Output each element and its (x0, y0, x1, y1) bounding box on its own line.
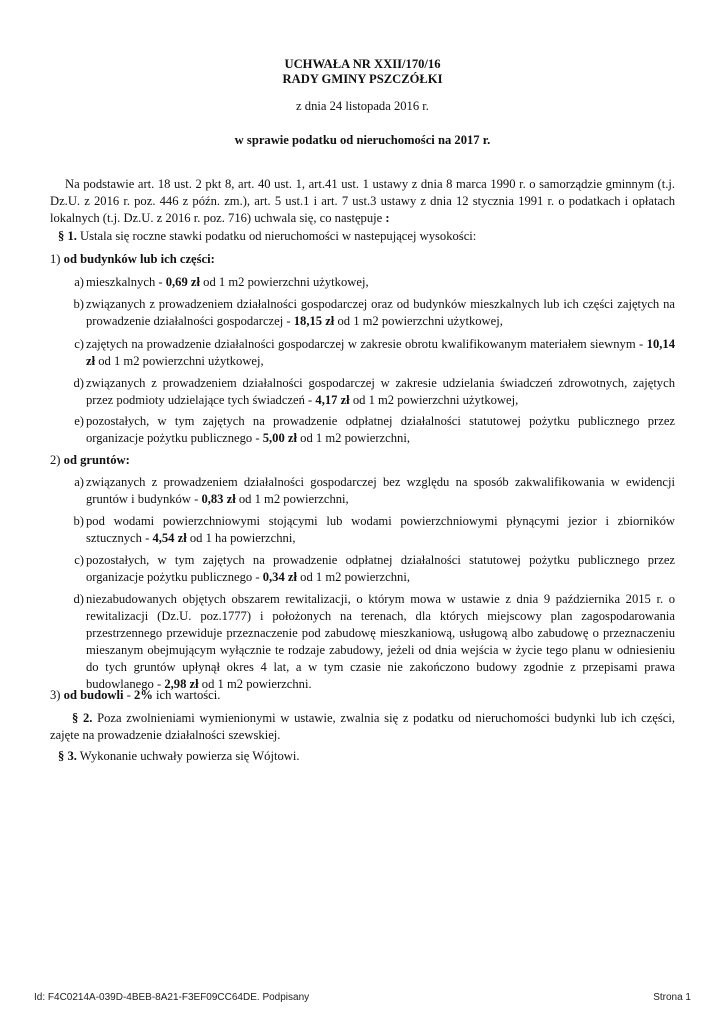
page-number: Strona 1 (653, 992, 691, 1003)
resolution-subject: w sprawie podatku od nieruchomości na 2017 r. (234, 133, 491, 147)
list-item: b) związanych z prowadzeniem działalności gospodarczej oraz od budynków mieszkalnych lub ich części zajętych na prowadzenie działalności gospodarczej - 18,15 zł od 1 m2 powierzchni użytkowej, (73, 297, 675, 328)
group-buildings-heading: 1) od budynków lub ich części: (50, 252, 215, 266)
list-item: a) związanych z prowadzeniem działalności gospodarczej bez względu na sposób zakwalifikowania w ewidencji gruntów i budynków - 0,83 zł od 1 m2 powierzchni, (74, 475, 675, 506)
list-item: a) mieszkalnych - 0,69 zł od 1 m2 powierzchni użytkowej, (74, 275, 369, 289)
list-item: b) pod wodami powierzchniowymi stojącymi lub wodami powierzchniowymi płynącymi jezior i zbiorników sztucznych - 4,54 zł od 1 ha powierzchni, (73, 514, 675, 545)
list-item: d) związanych z prowadzeniem działalności gospodarczej w zakresie udzielania świadczeń zdrowotnych, zajętych przez podmioty udzielające tych świadczeń - 4,17 zł od 1 m2 powierzchni użytkowej, (73, 376, 675, 407)
list-item: c) zajętych na prowadzenie działalności gospodarczej w zakresie obrotu kwalifikowanym materiałem siewnym - 10,14 zł od 1 m2 powierzchni użytkowej, (74, 337, 675, 368)
list-item: d) niezabudowanych objętych obszarem rewitalizacji, o którym mowa w ustawie z dnia 9 października 2015 r. o rewitalizacji (Dz.U. poz.1777) i położonych na terenach, dla których miejscowy plan zagospodarowania przestrzennego przewiduje przeznaczenie pod zabudowę mieszkaniową, usługową albo zabudowę o przeznaczeniu mieszanym obejmującym wyłącznie te rodzaje zabudowy, jeżeli od dnia wejścia w życie tego planu w odniesieniu do tych gruntów upłynął okres 4 lat, a w tym czasie nie zakończono budowy zgodnie z przepisami prawa budowlanego - 2,98 zł od 1 m2 powierzchni. (73, 592, 675, 691)
document-id: Id: F4C0214A-039D-4BEB-8A21-F3EF09CC64DE. Podpisany (34, 992, 310, 1003)
list-item: c) pozostałych, w tym zajętych na prowadzenie odpłatnej działalności statutowej pożytku publicznego przez organizacje pożytku publicznego - 0,34 zł od 1 m2 powierzchni, (74, 553, 675, 584)
resolution-date: z dnia 24 listopada 2016 r. (296, 99, 429, 113)
paragraph-2: § 2. Poza zwolnieniami wymienionymi w ustawie, zwalnia się z podatku od nieruchomości budynki lub ich części, zajęte na prowadzenie działalności szewskiej. (50, 711, 676, 742)
preamble: Na podstawie art. 18 ust. 2 pkt 8, art. 40 ust. 1, art.41 ust. 1 ustawy z dnia 8 marca 1990 r. o samorządzie gminnym (t.j. Dz.U. z 2016 r. poz. 446 z późn. zm.), art. 5 ust.1 i art. 7 ust.3 ustawy z dnia 12 stycznia 1991 r. o podatkach i opłatach lokalnych (t.j. Dz.U. z 2016 r. poz. 716) uchwala się, co następuje : (50, 177, 675, 225)
list-item: e) pozostałych, w tym zajętych na prowadzenie odpłatnej działalności statutowej pożytku publicznego przez organizacje pożytku publicznego - 5,00 zł od 1 m2 powierzchni, (74, 414, 675, 445)
council-name: RADY GMINY PSZCZÓŁKI (282, 72, 443, 86)
paragraph-3: § 3. Wykonanie uchwały powierza się Wójtowi. (58, 749, 300, 763)
group-land-heading: 2) od gruntów: (50, 453, 130, 467)
resolution-number: UCHWAŁA NR XXII/170/16 (284, 57, 441, 71)
paragraph-1: § 1. Ustala się roczne stawki podatku od nieruchomości w nastepującej wysokości: (58, 229, 477, 243)
group-structures: 3) od budowli - 2% ich wartości. (50, 688, 221, 702)
